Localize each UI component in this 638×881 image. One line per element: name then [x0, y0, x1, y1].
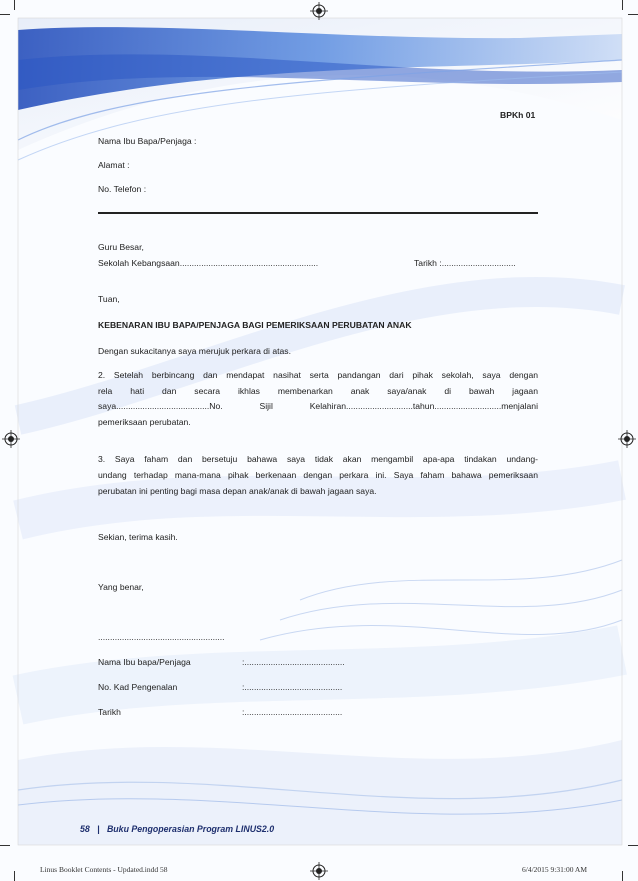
parent-name-label: Nama Ibu Bapa/Penjaga : — [98, 136, 197, 146]
page-footer — [80, 824, 274, 834]
para2-line: rela hati dan secara ikhlas membenarkan anak saya/anak di bawah jagaan — [98, 386, 538, 396]
para2-line: pemeriksaan perubatan. — [98, 417, 191, 427]
sig-field-label: Nama Ibu bapa/Penjaga — [98, 657, 191, 667]
letter-subject: KEBENARAN IBU BAPA/PENJAGA BAGI PEMERIKSAAN PERUBATAN ANAK — [98, 320, 412, 330]
phone-label: No. Telefon : — [98, 184, 147, 194]
footer-title: Buku Pengoperasian Program LINUS2.0 — [106, 824, 275, 834]
sign-off: Yang benar, — [98, 582, 144, 592]
recipient-title: Guru Besar, — [98, 242, 144, 252]
para3-line: 3. Saya faham dan bersetuju bahawa saya tidak akan mengambil apa-apa tindakan undang- — [98, 454, 538, 464]
sig-field-label: Tarikh — [98, 707, 121, 717]
print-slug-datetime: 6/4/2015 9:31:00 AM — [522, 865, 588, 874]
footer-separator: | — [97, 824, 100, 834]
signature-line: ..................................................... — [98, 632, 225, 642]
salutation: Tuan, — [98, 294, 120, 304]
closing-text: Sekian, terima kasih. — [98, 532, 178, 542]
date-field: Tarikh :............................... — [414, 258, 516, 268]
recipient-school: Sekolah Kebangsaan.......................................................... — [98, 258, 319, 268]
address-label: Alamat : — [98, 160, 130, 170]
para3-line: perubatan ini penting bagi masa depan anak/anak di bawah jagaan saya. — [98, 486, 377, 496]
sig-field-value: :.......................................... — [242, 657, 345, 667]
form-code: BPKh 01 — [500, 110, 536, 120]
sig-field-label: No. Kad Pengenalan — [98, 682, 178, 692]
sig-field-value: :......................................... — [242, 682, 343, 692]
para3-line: undang terhadap mana-mana pihak berkenaan dengan perkara ini. Saya faham bahawa pemeriksaan — [98, 470, 538, 480]
page-number: 58 — [80, 824, 90, 834]
print-slug-file: Linus Booklet Contents - Updated.indd 58 — [40, 865, 168, 874]
intro-text: Dengan sukacitanya saya merujuk perkara di atas. — [98, 346, 291, 356]
header-divider — [98, 212, 538, 214]
sig-field-value: :......................................... — [242, 707, 343, 717]
para2-line: saya.......................................No. Sijil Kelahiran............................tahun............................menjalani — [98, 401, 538, 411]
para2-line: 2. Setelah berbincang dan mendapat nasihat serta pandangan dari pihak sekolah, saya dengan — [98, 370, 538, 380]
